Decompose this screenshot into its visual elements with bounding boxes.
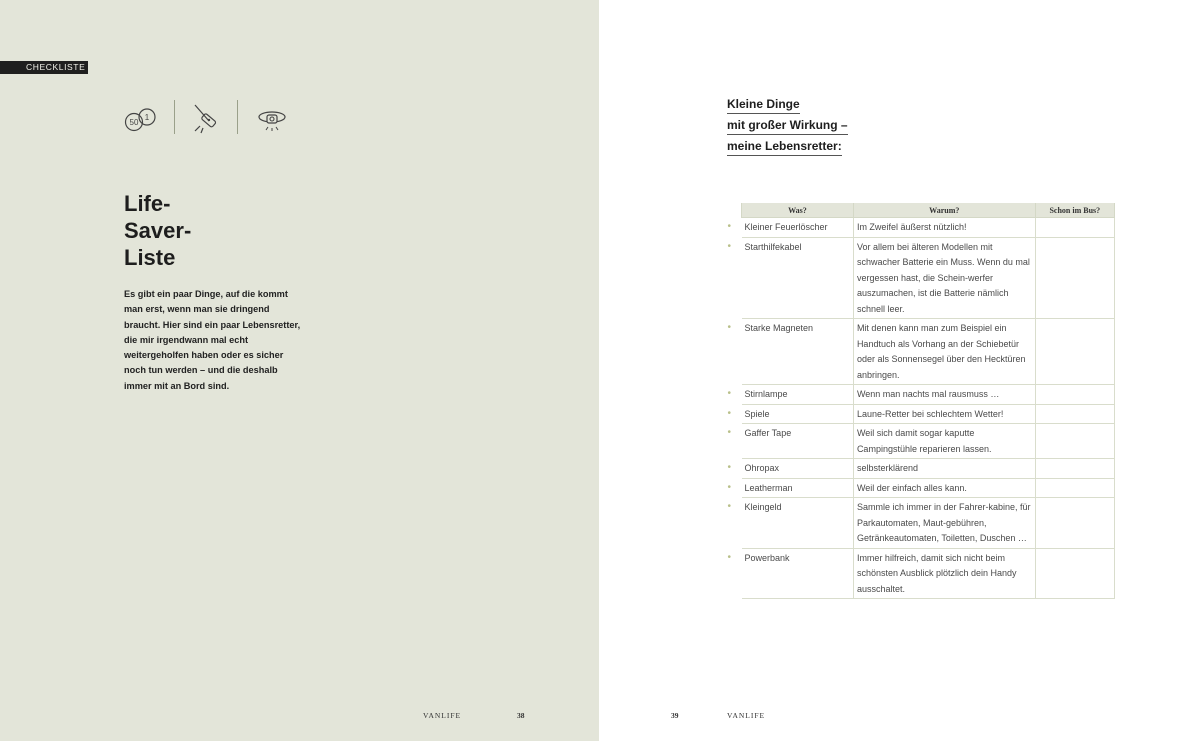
column-header-what: Was? bbox=[742, 203, 854, 218]
left-page bbox=[0, 0, 599, 741]
checkbox-cell[interactable] bbox=[1035, 319, 1114, 385]
heading-line: mit großer Wirkung – bbox=[727, 116, 848, 135]
section-tag: CHECKLISTE bbox=[0, 61, 88, 74]
checkbox-cell[interactable] bbox=[1035, 478, 1114, 498]
reason-cell: selbsterklärend bbox=[853, 459, 1035, 479]
column-header-in-bus: Schon im Bus? bbox=[1035, 203, 1114, 218]
intro-text: Es gibt ein paar Dinge, auf die kommt man erst, wenn man sie dringend braucht. Hier sind ein paar Lebensretter, die mir irgendwann mal echt weitergeholfen haben oder es sicher noch tun werden – und die deshalb immer mit an Bord sind. bbox=[124, 289, 301, 391]
table-row bbox=[742, 424, 1115, 459]
reason-cell: Weil der einfach alles kann. bbox=[853, 478, 1035, 498]
icon-divider bbox=[237, 100, 238, 134]
column-header-why: Warum? bbox=[853, 203, 1035, 218]
checklist-table bbox=[741, 203, 1115, 599]
item-cell: • Starthilfekabel bbox=[742, 237, 854, 319]
table-row bbox=[742, 548, 1115, 599]
reason-cell: Wenn man nachts mal rausmuss … bbox=[853, 385, 1035, 405]
page-number: 39 bbox=[671, 711, 679, 720]
item-cell: • Leatherman bbox=[742, 478, 854, 498]
item-cell: • Spiele bbox=[742, 404, 854, 424]
reason-cell: Weil sich damit sogar kaputte Campingstühle reparieren lassen. bbox=[853, 424, 1035, 459]
coin-label-1: 1 bbox=[144, 113, 150, 122]
table-row bbox=[742, 237, 1115, 319]
coin-label-50: 50 bbox=[129, 118, 139, 127]
heading-line: Kleine Dinge bbox=[727, 95, 800, 114]
right-page bbox=[599, 0, 1200, 741]
table-row bbox=[742, 385, 1115, 405]
heading-line: meine Lebensretter: bbox=[727, 137, 842, 156]
item-cell: • Kleingeld bbox=[742, 498, 854, 549]
reason-cell: Laune-Retter bei schlechtem Wetter! bbox=[853, 404, 1035, 424]
item-cell: • Powerbank bbox=[742, 548, 854, 599]
item-cell: • Ohropax bbox=[742, 459, 854, 479]
item-cell: • Stirnlampe bbox=[742, 385, 854, 405]
checkbox-cell[interactable] bbox=[1035, 237, 1114, 319]
reason-cell: Im Zweifel äußerst nützlich! bbox=[853, 218, 1035, 238]
title-line: Saver- bbox=[124, 218, 192, 243]
table-row bbox=[742, 404, 1115, 424]
item-cell: • Starke Magneten bbox=[742, 319, 854, 385]
reason-cell: Sammle ich immer in der Fahrer-kabine, für Parkautomaten, Maut-gebühren, Getränkeautomaten, Toiletten, Duschen … bbox=[853, 498, 1035, 549]
pocket-knife-icon bbox=[190, 100, 220, 136]
icon-divider bbox=[174, 100, 175, 134]
table-header-row bbox=[742, 203, 1115, 218]
table-row bbox=[742, 478, 1115, 498]
page-number: 38 bbox=[517, 711, 525, 720]
table-row bbox=[742, 498, 1115, 549]
checkbox-cell[interactable] bbox=[1035, 218, 1114, 238]
table-row bbox=[742, 319, 1115, 385]
footer-label: VANLIFE bbox=[423, 711, 462, 720]
checkbox-cell[interactable] bbox=[1035, 424, 1114, 459]
table-row bbox=[742, 459, 1115, 479]
footer-label: VANLIFE bbox=[727, 711, 766, 720]
checkbox-cell[interactable] bbox=[1035, 385, 1114, 405]
title-line: Liste bbox=[124, 245, 176, 270]
table-heading bbox=[727, 95, 848, 158]
reason-cell: Vor allem bei älteren Modellen mit schwacher Batterie ein Muss. Wenn du mal vergessen hast, die Schein-werfer auszumachen, ist die Batterie nämlich schnell leer. bbox=[853, 237, 1035, 319]
item-cell: • Kleiner Feuerlöscher bbox=[742, 218, 854, 238]
checkbox-cell[interactable] bbox=[1035, 459, 1114, 479]
reason-cell: Immer hilfreich, damit sich nicht beim schönsten Ausblick plötzlich dein Handy ausschaltet. bbox=[853, 548, 1035, 599]
checkbox-cell[interactable] bbox=[1035, 404, 1114, 424]
title-line: Life- bbox=[124, 191, 171, 216]
coins-icon bbox=[124, 100, 160, 136]
reason-cell: Mit denen kann man zum Beispiel ein Handtuch als Vorhang an der Schiebetür oder als Sonnensegel über den Hecktüren anbringen. bbox=[853, 319, 1035, 385]
headlamp-icon bbox=[256, 100, 290, 136]
checkbox-cell[interactable] bbox=[1035, 548, 1114, 599]
checkbox-cell[interactable] bbox=[1035, 498, 1114, 549]
item-cell: • Gaffer Tape bbox=[742, 424, 854, 459]
table-row bbox=[742, 218, 1115, 238]
page-title bbox=[124, 190, 191, 271]
